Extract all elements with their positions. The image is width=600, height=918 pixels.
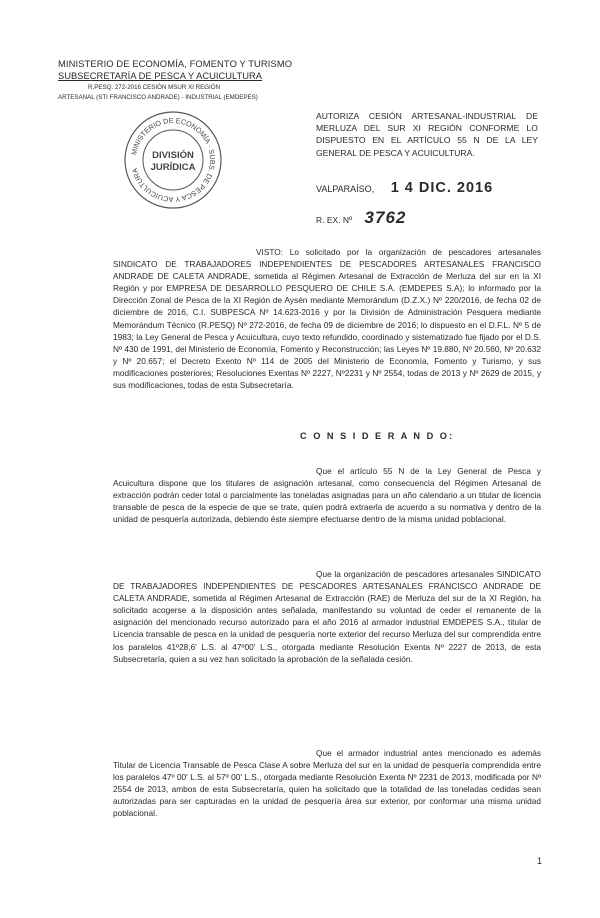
subsecretaria-name: SUBSECRETARÍA DE PESCA Y ACUICULTURA	[58, 70, 263, 81]
parties-line: ARTESANAL (STI FRANCISCO ANDRADE) - INDUSTRIAL (EMDEPES)	[58, 94, 258, 101]
date-line	[316, 180, 493, 196]
date-city: VALPARAÍSO,	[316, 184, 375, 194]
considerando-paragraph-3: Que el armador industrial antes mencionado es además Titular de Licencia Transable de Pesca Clase A sobre Merluza del sur en la unidad de pesquería comprendida entre los paralelos 47º 00' L.S. al 57º 00' L.S., otorgada mediante Resolución Exenta Nº 2231 de 2013, modificada por Nº 2554 de 2013, ambos de esta Subsecretaría, quien ha solicitado que la totalidad de las toneladas cedidas sean autorizadas para ser capturadas en la unidad de pesquería área sur exterior, por conformar una misma unidad poblacional.	[113, 748, 541, 819]
visto-paragraph	[113, 246, 541, 391]
considerando-paragraph-2: Que la organización de pescadores artesanales SINDICATO DE TRABAJADORES INDEPENDIENTES DE PESCADORES ARTESANALES FRANCISCO ANDRADE DE CALETA ANDRADE, sometida al Régimen Artesanal de Extracción (RAE) de Merluza del sur de la XI Región, ha solicitado acogerse a la disposición antes señalada, manifestando su voluntad de ceder el remanente de la asignación del mencionado recurso autorizado para el año 2016 al armador industrial EMDEPES S.A., titular de Licencia transable de pesca en la unidad de pesquería norte exterior del recurso Merluza del sur comprendida entre los paralelos 41º28,6' L.S. al 47º00' L.S., otorgada mediante Resolución Exenta Nº 2227 de 2013, de esta Subsecretaría, quien a su vez han solicitado la aprobación de la señalada cesión.	[113, 569, 541, 664]
ministry-name: MINISTERIO DE ECONOMÍA, FOMENTO Y TURISMO	[58, 58, 293, 69]
stamp-line-division: DIVISIÓN	[152, 150, 194, 161]
visto-label: VISTO:	[256, 247, 284, 257]
visto-text: Lo solicitado por la organización de pescadores artesanales SINDICATO DE TRABAJADORES INDEPENDIENTES DE PESCADORES ARTESANALES FRANCISCO ANDRADE DE CALETA ANDRADE, sometida al Régimen Artesanal de Extracción de Merluza del sur en la XI Región y por EMPRESA DE DESARROLLO PESQUERO DE CHILE S.A. (EMDEPES S.A); lo informado por la Dirección Zonal de Pesca de la XI Región de Aysén mediante Memorándum (D.Z.X.) Nº 220/2016, de fecha 02 de diciembre de 2016, C.I. SUBPESCA Nº 14.623-2016 y por la División de Administración Pesquera mediante Memorándum Técnico (R.PESQ) Nº 272-2016, de fecha 09 de diciembre de 2016; lo dispuesto en el D.F.L. Nº 5 de 1983; la Ley General de Pesca y Acuicultura, cuyo texto refundido, coordinado y sistematizado fue fijado por el D.S. Nº 430 de 1991, del Ministerio de Economía, Fomento y Reconstrucción; las Leyes Nº 19.880, Nº 20.560, Nº 20.632 y Nº 20.657; el Decreto Exento Nº 114 de 2005 del Ministerio de Economía, Fomento y Turismo, y sus modificaciones posteriores; Resoluciones Exentas Nº 2227, Nº2231 y Nº 2554, todas de 2013 y Nº 2629 de 2015, y sus modificaciones, todas de esta Subsecretaría.	[113, 247, 541, 391]
page-number: 1	[537, 856, 543, 866]
reference-line: R.PESQ. 272-2016 CESIÓN MSUR XI REGIÓN	[88, 84, 221, 91]
resolution-subject: AUTORIZA CESIÓN ARTESANAL-INDUSTRIAL DE MERLUZA DEL SUR XI REGIÓN CONFORME LO DISPUESTO EN EL ARTÍCULO 55 N DE LA LEY GENERAL DE PESCA Y ACUICULTURA.	[316, 111, 538, 158]
division-juridica-stamp	[122, 109, 224, 211]
stamp-ring-text: MINISTERIO DE ECONOMÍA · SUBS. DE PESCA Y ACUICULTURA	[129, 115, 218, 205]
letterhead	[58, 58, 298, 101]
considerando-paragraph-1: Que el artículo 55 N de la Ley General de Pesca y Acuicultura dispone que los titulares de asignación artesanal, como consecuencia del Régimen Artesanal de extracción podrán ceder total o parcialmente las toneladas asignadas para un año calendario a un titular de licencia transable de pesca de la especie de que se trate, quien podrá extraerla de acuerdo a su normativa y dentro de la unidad de pesquería autorizada, debiendo éste siempre efectuarse dentro de la misma unidad poblacional.	[113, 466, 541, 525]
stamp-line-juridica: JURÍDICA	[150, 162, 196, 173]
resolution-number-line	[316, 208, 406, 228]
resolution-number: 3762	[364, 208, 407, 227]
date-value: 1 4 DIC. 2016	[390, 180, 494, 196]
considerando-heading: C O N S I D E R A N D O:	[300, 431, 455, 441]
resolution-label: R. EX. Nº	[316, 215, 353, 225]
